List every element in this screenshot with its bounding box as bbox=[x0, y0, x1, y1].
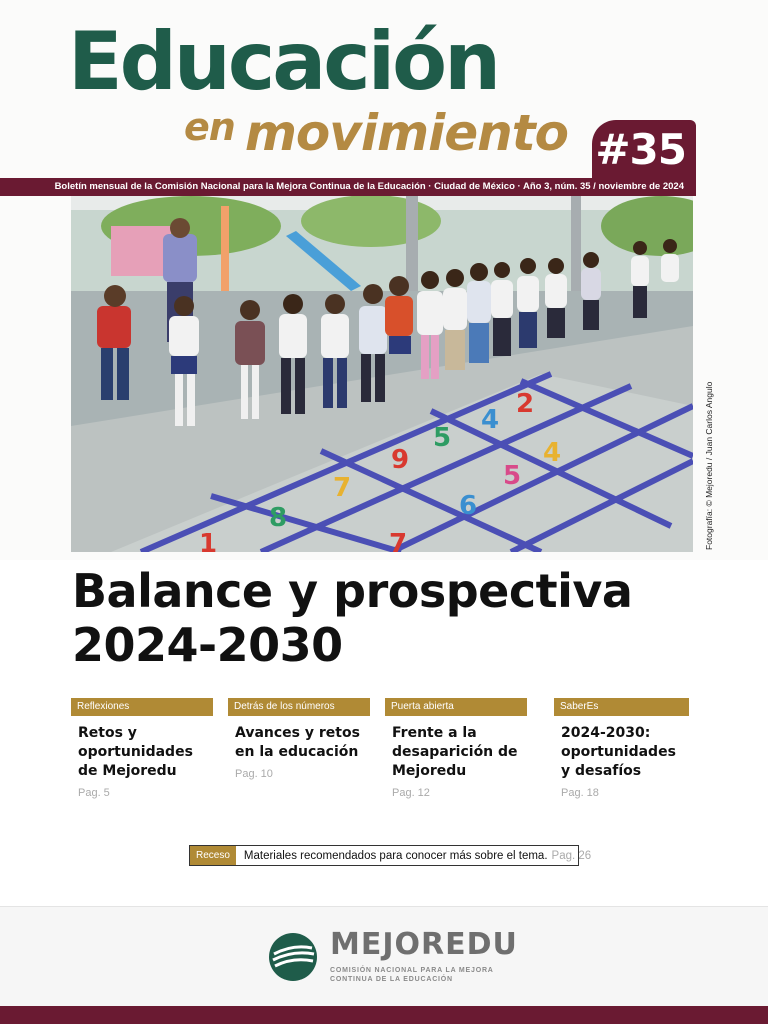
headline-line-2: 2024-2030 bbox=[72, 618, 343, 672]
section-title: Retos y oportunidades de Mejoredu bbox=[78, 725, 193, 779]
section-saberes[interactable] bbox=[554, 698, 689, 799]
mejoredu-logo-icon bbox=[268, 932, 318, 982]
section-title: Avances y retos en la educación bbox=[235, 725, 360, 760]
receso-description: Materiales recomendados para conocer más sobre el tema. bbox=[243, 849, 548, 862]
section-title: 2024-2030: oportunidades y desafíos bbox=[561, 725, 676, 779]
section-detras-de-los-numeros[interactable] bbox=[228, 698, 370, 780]
hopscotch-number: 7 bbox=[389, 529, 408, 552]
hopscotch-number: 4 bbox=[481, 405, 500, 435]
section-title: Frente a la desaparición de Mejoredu bbox=[392, 725, 518, 779]
section-tag: SaberEs bbox=[554, 698, 689, 716]
photo-credit: Fotografía: © Mejoredu / Juan Carlos Angulo bbox=[704, 381, 714, 550]
section-puerta-abierta[interactable] bbox=[385, 698, 527, 799]
cover-photo bbox=[71, 196, 693, 552]
section-tag: Detrás de los números bbox=[228, 698, 370, 716]
section-tag: Reflexiones bbox=[71, 698, 213, 716]
section-tag: Puerta abierta bbox=[385, 698, 527, 716]
masthead-tagline: Boletín mensual de la Comisión Nacional para la Mejora Continua de la Educación · Ciudad de México · Año 3, núm. 35 / noviembre de 2024 bbox=[0, 178, 696, 196]
section-reflexiones[interactable] bbox=[71, 698, 213, 799]
bottom-bar bbox=[0, 1006, 768, 1024]
masthead-subtitle-prefix: en bbox=[184, 105, 235, 149]
hopscotch-number: 6 bbox=[459, 491, 478, 521]
cover-headline bbox=[72, 564, 632, 672]
masthead-subtitle-main: movimiento bbox=[244, 104, 569, 162]
receso-text bbox=[236, 850, 591, 862]
section-page: Pag. 18 bbox=[561, 787, 599, 799]
hopscotch-number: 7 bbox=[333, 473, 352, 503]
headline-line-1: Balance y prospectiva bbox=[72, 564, 633, 618]
hopscotch-number: 9 bbox=[391, 445, 410, 475]
receso-page: Pag. 26 bbox=[551, 849, 592, 862]
section-page: Pag. 10 bbox=[235, 768, 273, 780]
hopscotch-number: 5 bbox=[433, 423, 452, 453]
footer-tagline: COMISIÓN NACIONAL PARA LA MEJORA CONTINUA DE LA EDUCACIÓN bbox=[330, 967, 494, 983]
receso-box[interactable] bbox=[189, 845, 592, 866]
receso-tag: Receso bbox=[190, 846, 236, 865]
masthead-title: Educación bbox=[68, 15, 499, 108]
hopscotch-number: 1 bbox=[199, 529, 218, 552]
masthead-subtitle bbox=[184, 104, 569, 162]
hopscotch-number: 5 bbox=[503, 461, 522, 491]
issue-number: #35 bbox=[592, 120, 696, 180]
section-page: Pag. 12 bbox=[392, 787, 430, 799]
hopscotch-number: 8 bbox=[269, 503, 288, 533]
footer-brand: MEJOREDU bbox=[330, 927, 518, 962]
cover-photo-illustration bbox=[71, 196, 693, 552]
hopscotch-number: 4 bbox=[543, 438, 562, 468]
hopscotch-number: 2 bbox=[516, 389, 535, 419]
section-page: Pag. 5 bbox=[78, 787, 110, 799]
